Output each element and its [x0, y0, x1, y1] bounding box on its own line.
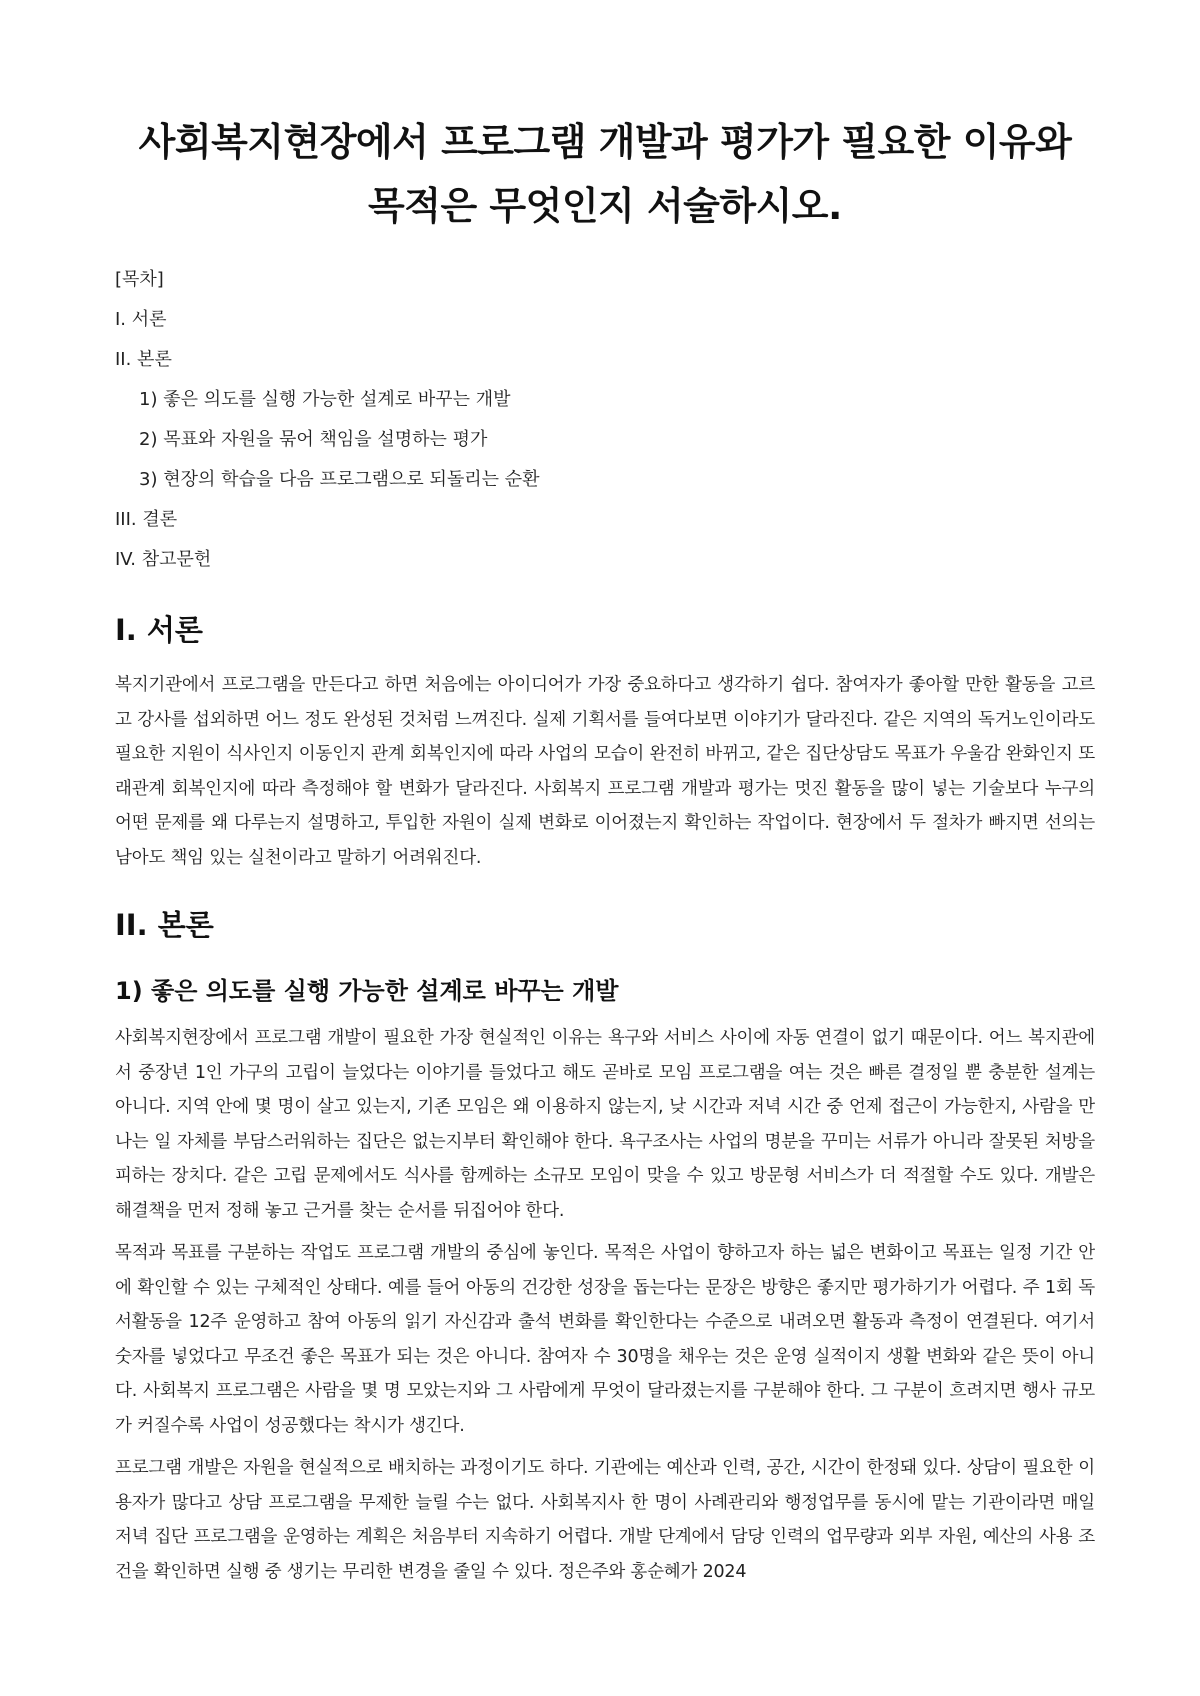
toc-item: II. 본론	[115, 349, 172, 370]
toc-item: III. 결론	[115, 509, 178, 530]
body-paragraph: 프로그램 개발은 자원을 현실적으로 배치하는 과정이기도 하다. 기관에는 예산과 인력, 공간, 시간이 한정돼 있다. 상담이 필요한 이용자가 많다고 상담 프로그램을 무제한 늘릴 수는 없다. 사회복지사 한 명이 사례관리와 행정업무를 동시에 맡는 기관이라면 매일 저녁 집단 프로그램을 운영하는 계획은 처음부터 지속하기 어렵다. 개발 단계에서 담당 인력의 업무량과 외부 자원, 예산의 사용 조건을 확인하면 실행 중 생기는 무리한 변경을 줄일 수 있다. 정은주와 홍순혜가 2024	[115, 1458, 1095, 1582]
toc-item: I. 서론	[115, 309, 167, 330]
toc-item: 3) 현장의 학습을 다음 프로그램으로 되돌리는 순환	[139, 469, 540, 490]
subsection-heading-development: 1) 좋은 의도를 실행 가능한 설계로 바꾸는 개발	[115, 977, 619, 1005]
toc-item: IV. 참고문헌	[115, 549, 212, 570]
table-of-contents	[115, 260, 1095, 580]
section-heading-body: II. 본론	[115, 908, 214, 942]
intro-paragraph: 복지기관에서 프로그램을 만든다고 하면 처음에는 아이디어가 가장 중요하다고 생각하기 쉽다. 참여자가 좋아할 만한 활동을 고르고 강사를 섭외하면 어느 정도 완성된 것처럼 느껴진다. 실제 기획서를 들여다보면 이야기가 달라진다. 같은 지역의 독거노인이라도 필요한 지원이 식사인지 이동인지 관계 회복인지에 따라 사업의 모습이 완전히 바뀌고, 같은 집단상담도 목표가 우울감 완화인지 또래관계 회복인지에 따라 측정해야 할 변화가 달라진다. 사회복지 프로그램 개발과 평가는 멋진 활동을 많이 넣는 기술보다 누구의 어떤 문제를 왜 다루는지 설명하고, 투입한 자원이 실제 변화로 이어졌는지 확인하는 작업이다. 현장에서 두 절차가 빠지면 선의는 남아도 책임 있는 실천이라고 말하기 어려워진다.	[115, 675, 1095, 868]
document-title: 사회복지현장에서 프로그램 개발과 평가가 필요한 이유와 목적은 무엇인지 서술하시오.	[138, 120, 1072, 228]
body-paragraph: 목적과 목표를 구분하는 작업도 프로그램 개발의 중심에 놓인다. 목적은 사업이 향하고자 하는 넓은 변화이고 목표는 일정 기간 안에 확인할 수 있는 구체적인 상태다. 예를 들어 아동의 건강한 성장을 돕는다는 문장은 방향은 좋지만 평가하기가 어렵다. 주 1회 독서활동을 12주 운영하고 참여 아동의 읽기 자신감과 출석 변화를 확인한다는 수준으로 내려오면 활동과 측정이 연결된다. 여기서 숫자를 넣었다고 무조건 좋은 목표가 되는 것은 아니다. 참여자 수 30명을 채우는 것은 운영 실적이지 생활 변화와 같은 뜻이 아니다. 사회복지 프로그램은 사람을 몇 명 모았는지와 그 사람에게 무엇이 달라졌는지를 구분해야 한다. 그 구분이 흐려지면 행사 규모가 커질수록 사업이 성공했다는 착시가 생긴다.	[115, 1243, 1095, 1436]
toc-heading: [목차]	[115, 269, 164, 290]
body-paragraph: 사회복지현장에서 프로그램 개발이 필요한 가장 현실적인 이유는 욕구와 서비스 사이에 자동 연결이 없기 때문이다. 어느 복지관에서 중장년 1인 가구의 고립이 늘었다는 이야기를 들었다고 해도 곧바로 모임 프로그램을 여는 것은 빠른 결정일 뿐 충분한 설계는 아니다. 지역 안에 몇 명이 살고 있는지, 기존 모임은 왜 이용하지 않는지, 낮 시간과 저녁 시간 중 언제 접근이 가능한지, 사람을 만나는 일 자체를 부담스러워하는 집단은 없는지부터 확인해야 한다. 욕구조사는 사업의 명분을 꾸미는 서류가 아니라 잘못된 처방을 피하는 장치다. 같은 고립 문제에서도 식사를 함께하는 소규모 모임이 맞을 수 있고 방문형 서비스가 더 적절할 수도 있다. 개발은 해결책을 먼저 정해 놓고 근거를 찾는 순서를 뒤집어야 한다.	[115, 1028, 1095, 1221]
toc-item: 1) 좋은 의도를 실행 가능한 설계로 바꾸는 개발	[139, 389, 511, 410]
section-heading-intro: I. 서론	[115, 613, 203, 647]
document-page	[115, 110, 1095, 1597]
toc-item: 2) 목표와 자원을 묶어 책임을 설명하는 평가	[139, 429, 488, 450]
